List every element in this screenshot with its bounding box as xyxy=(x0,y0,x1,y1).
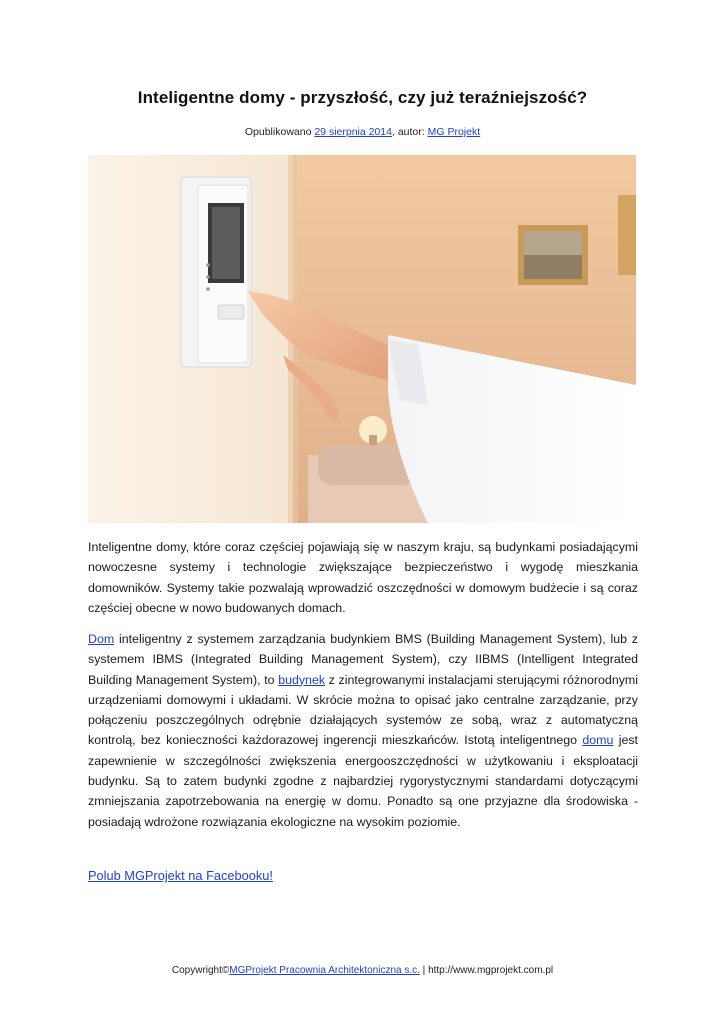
dom-link[interactable]: Dom xyxy=(88,632,115,646)
domu-link[interactable]: domu xyxy=(582,733,614,748)
hero-image xyxy=(88,155,636,523)
paragraph-details-text-3: jest zapewnienie w szczególności zwiększenia energooszczędności w użytkowaniu i eksploatacji budynku. Są to zatem budynki zgodne z najbardziej rygorystycznymi standardami dotyczącymi zmniejszania zapotrzebowania na energię w domu. Ponadto są one przyjazne dla środowiska - posiadają wdrożone rozwiązania ekologiczne na wysokim poziomie. xyxy=(88,733,638,829)
footer-separator: | xyxy=(419,965,429,976)
hero-photo xyxy=(88,155,636,523)
date-link[interactable]: 29 sierpnia 2014 xyxy=(314,126,392,138)
facebook-link[interactable]: Polub MGProjekt na Facebooku! xyxy=(88,868,273,883)
paragraph-details xyxy=(88,629,638,832)
thermostat xyxy=(181,177,251,367)
footer xyxy=(0,965,725,976)
footer-copyright: Copywright© xyxy=(171,965,230,976)
paragraph-details-text-2: z zintegrowanymi instalacjami sterującymi różnorodnymi urządzeniami domowymi i układami. W skrócie można to opisać jako centralne zarządzanie, przy połączeniu poszczególnych odrębnie działających systemów ze sobą, wraz z automatyczną kontrolą, bez konieczności każdorazowej ingerencji mieszkańców. Istotą inteligentnego xyxy=(88,672,638,748)
footer-url: http://www.mgprojekt.com.pl xyxy=(428,965,554,976)
meta-prefix: Opublikowano xyxy=(244,126,315,138)
footer-company-link[interactable]: MGProjekt Pracownia Architektoniczna s.c. xyxy=(229,965,420,976)
budynek-link[interactable]: budynek xyxy=(278,672,326,687)
publication-meta xyxy=(0,126,725,138)
page-title: Inteligentne domy - przyszłość, czy już teraźniejszość? xyxy=(137,88,588,107)
meta-middle: , autor: xyxy=(392,126,428,138)
paragraph-intro: Inteligentne domy, które coraz częściej pojawiają się w naszym kraju, są budynkami posiadającymi nowoczesne systemy i technologie zwiększające bezpieczeństwo i wygodę mieszkania domowników. Systemy takie pozwalają wprowadzić oszczędności w domowym budżecie i są coraz częściej obecne w nowo budowanych domach. xyxy=(88,540,638,615)
paragraph-details-text-1: inteligentny z systemem zarządzania budynkiem BMS (Building Management System), lub z systemem IBMS (Integrated Building Management System), czy IIBMS (Intelligent Integrated Building Management System), to xyxy=(88,632,638,687)
author-link[interactable]: MG Projekt xyxy=(427,126,481,138)
